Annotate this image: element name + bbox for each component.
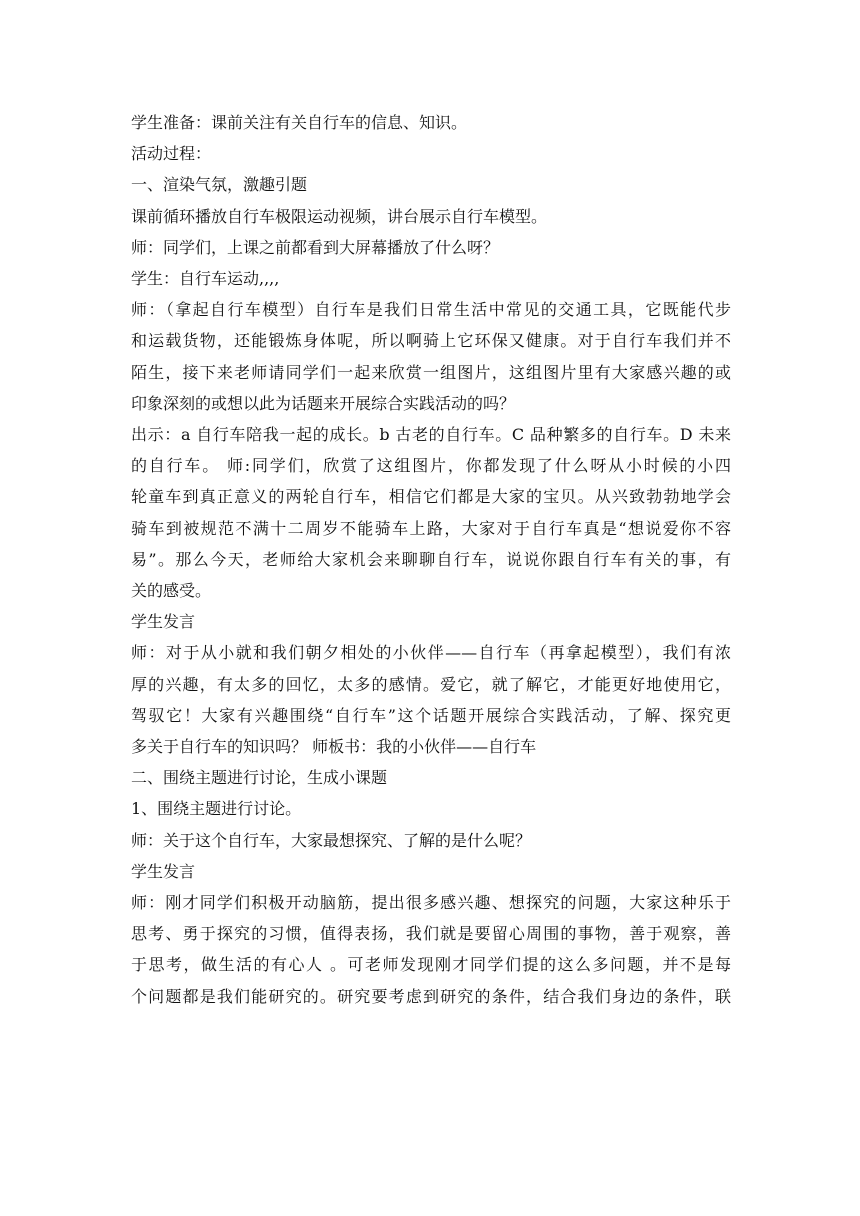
section-heading: 一、渲染气氛，激趣引题 [131,175,308,195]
text-line: 学生准备：课前关注有关自行车的信息、知识。 [131,113,468,132]
text-line: 师：同学们，上课之前都看到大屏幕播放了什么呀？ [131,237,500,257]
text-line: 的自行车。 师:同学们，欣赏了这组图片，你都发现了什么呀从小时候的小四 [131,456,731,476]
document-body [131,107,731,1012]
text-line: 多关于自行车的知识吗？ 师板书：我的小伙伴——自行车 [131,737,537,757]
text-line: 师：关于这个自行车，大家最想探究、了解的是什么呢？ [131,830,532,850]
text-line: 轮童车到真正意义的两轮自行车，相信它们都是大家的宝贝。从兴致勃勃地学会 [131,487,731,507]
text-line: 师：对于从小就和我们朝夕相处的小伙伴——自行车（再拿起模型），我们有浓 [131,643,731,663]
text-line: 1、围绕主题进行讨论。 [131,799,302,819]
section-heading: 二、围绕主题进行讨论，生成小课题 [131,768,388,788]
text-line: 活动过程： [131,144,212,164]
text-line: 印象深刻的或想以此为话题来开展综合实践活动的吗？ [131,393,516,413]
text-line: 学生发言 [131,612,196,632]
text-line: 师：（拿起自行车模型）自行车是我们日常生活中常见的交通工具，它既能代步 [131,300,731,320]
text-line: 课前循环播放自行车极限运动视频，讲台展示自行车模型。 [131,206,548,226]
text-line: 厚的兴趣，有太多的回忆，太多的感情。爱它，就了解它，才能更好地使用它， [131,674,731,694]
text-line: 师：刚才同学们积极开动脑筋，提出很多感兴趣、想探究的问题，大家这种乐于 [131,893,731,913]
text-line: 骑车到被规范不满十二周岁不能骑车上路，大家对于自行车真是“想说爱你不容 [131,518,731,538]
text-line: 易”。那么今天，老师给大家机会来聊聊自行车，说说你跟自行车有关的事，有 [131,549,731,569]
text-line: 学生：自行车运动,,,, [131,269,280,289]
text-line: 学生发言 [131,861,196,881]
text-line: 陌生，接下来老师请同学们一起来欣赏一组图片，这组图片里有大家感兴趣的或 [131,362,731,382]
text-line: 于思考，做生活的有心人 。可老师发现刚才同学们提的这么多问题，并不是每 [131,955,731,975]
text-line: 驾驭它！大家有兴趣围绕“自行车”这个话题开展综合实践活动，了解、探究更 [131,705,731,725]
text-line: 和运载货物，还能锻炼身体呢，所以啊骑上它环保又健康。对于自行车我们并不 [131,331,731,351]
text-line: 关的感受。 [131,581,212,601]
text-line: 个问题都是我们能研究的。研究要考虑到研究的条件，结合我们身边的条件，联 [131,986,731,1006]
text-line: 思考、勇于探究的习惯，值得表扬，我们就是要留心周围的事物，善于观察，善 [131,924,731,944]
text-line: 出示：a 自行车陪我一起的成长。b 古老的自行车。C 品种繁多的自行车。D 未来 [131,425,731,445]
